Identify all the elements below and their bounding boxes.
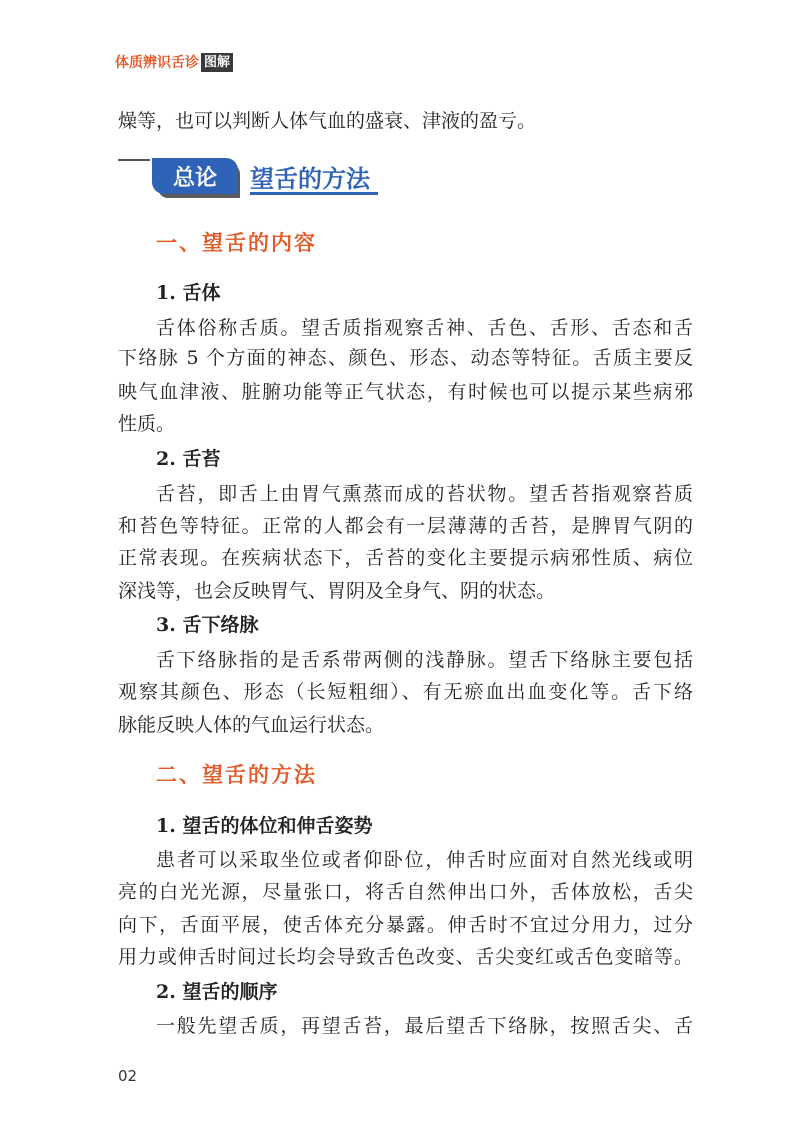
- subsection-heading: 1. 望舌的体位和伸舌姿势: [156, 815, 373, 837]
- paragraph-line: 一般先望舌质，再望舌苔，最后望舌下络脉，按照舌尖、舌: [156, 1015, 693, 1037]
- book-title: 体质辨识舌诊: [115, 55, 199, 71]
- paragraph-line: 用力或伸舌时间过长均会导致舌色改变、舌尖变红或舌色变暗等。: [118, 946, 693, 968]
- paragraph-line: 亮的白光光源，尽量张口，将舌自然伸出口外，舌体放松，舌尖: [118, 881, 693, 903]
- subsection-heading: 3. 舌下络脉: [156, 614, 259, 636]
- paragraph-line: 患者可以采取坐位或者仰卧位，伸舌时应面对自然光线或明: [156, 849, 693, 871]
- paragraph-line: 舌体俗称舌质。望舌质指观察舌神、舌色、舌形、舌态和舌: [156, 317, 693, 339]
- paragraph-line: 正常表现。在疾病状态下，舌苔的变化主要提示病邪性质、病位: [118, 547, 693, 569]
- chapter-title: 望舌的方法: [250, 160, 378, 195]
- subsection-heading: 1. 舌体: [156, 282, 221, 304]
- paragraph-line: 观察其颜色、形态（长短粗细）、有无瘀血出血变化等。舌下络: [118, 681, 693, 703]
- intro-line: 燥等，也可以判断人体气血的盛衰、津液的盈亏。: [118, 110, 537, 132]
- chapter-tag: 总论: [152, 158, 238, 194]
- paragraph-line: 舌下络脉指的是舌系带两侧的浅静脉。望舌下络脉主要包括: [156, 649, 693, 671]
- running-header: [115, 51, 233, 73]
- banner-rule: [118, 159, 150, 161]
- subsection-heading: 2. 望舌的顺序: [156, 981, 278, 1003]
- illustrated-badge: 图解: [201, 53, 233, 72]
- paragraph-line: 和苔色等特征。正常的人都会有一层薄薄的舌苔，是脾胃气阴的: [118, 515, 693, 537]
- paragraph-line: 下络脉 5 个方面的神态、颜色、形态、动态等特征。舌质主要反: [118, 347, 693, 369]
- section-heading: 二、望舌的方法: [156, 762, 317, 787]
- subsection-heading: 2. 舌苔: [156, 448, 221, 470]
- chapter-banner: [118, 158, 428, 198]
- paragraph-line: 舌苔，即舌上由胃气熏蒸而成的苔状物。望舌苔指观察苔质: [156, 483, 693, 505]
- paragraph-line: 性质。: [118, 413, 176, 435]
- page-number: 02: [118, 1067, 138, 1085]
- paragraph-line: 深浅等，也会反映胃气、胃阴及全身气、阴的状态。: [118, 580, 556, 602]
- section-heading: 一、望舌的内容: [156, 230, 317, 255]
- paragraph-line: 映气血津液、脏腑功能等正气状态，有时候也可以提示某些病邪: [118, 381, 693, 403]
- paragraph-line: 脉能反映人体的气血运行状态。: [118, 714, 385, 736]
- paragraph-line: 向下，舌面平展，使舌体充分暴露。伸舌时不宜过分用力，过分: [118, 914, 693, 936]
